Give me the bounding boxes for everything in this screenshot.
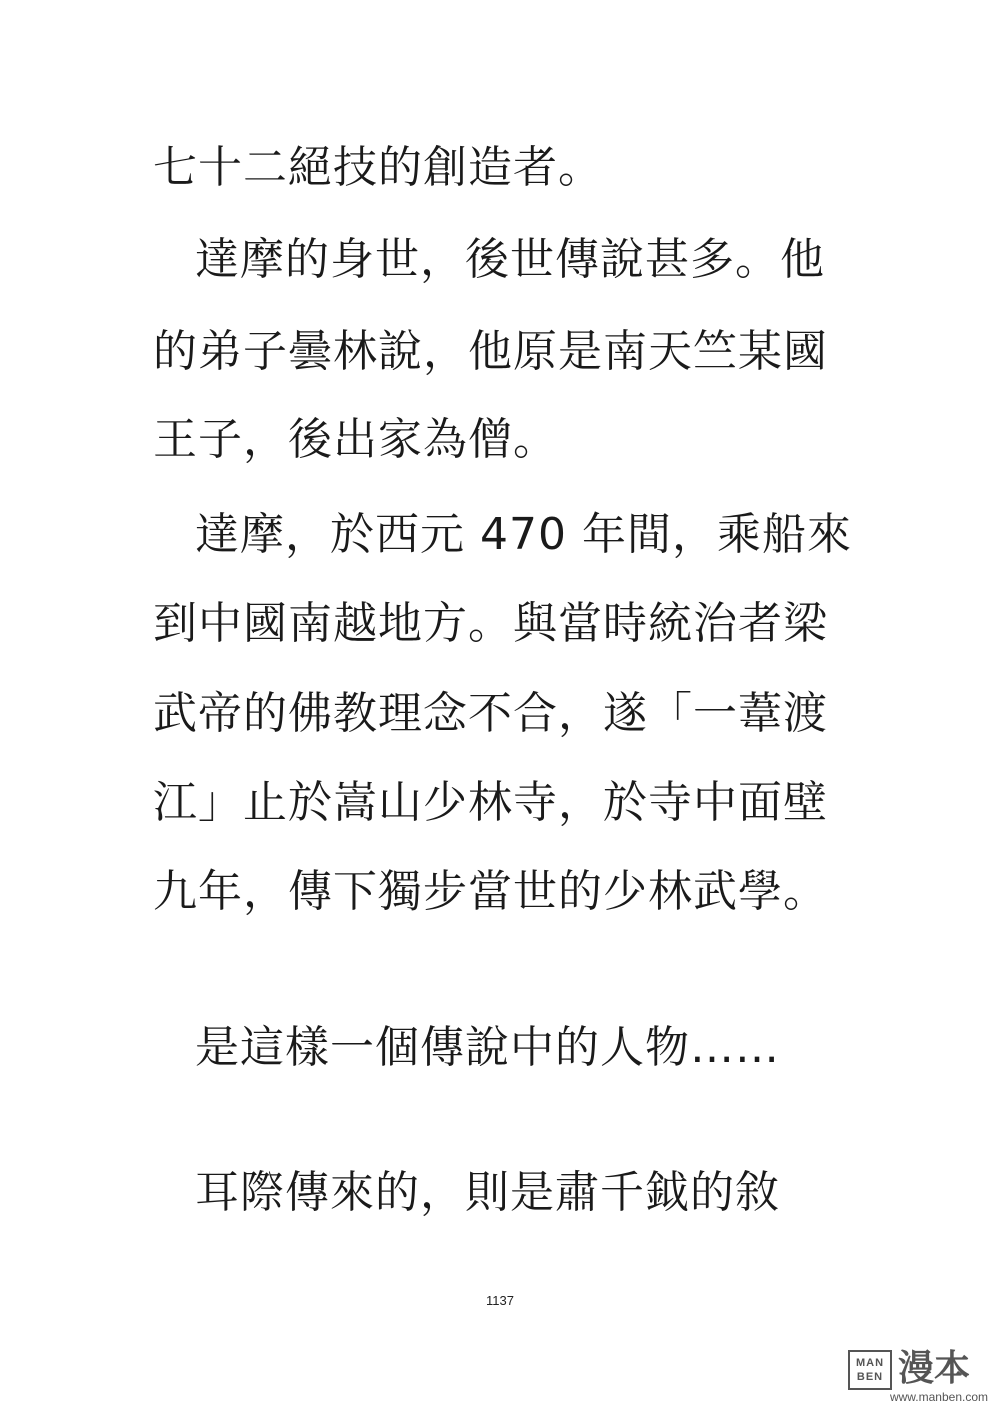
- watermark-title: 漫本: [898, 1348, 971, 1389]
- text-line: 到中國南越地方。與當時統治者梁: [153, 598, 828, 649]
- text-line: 王子，後出家為僧。: [153, 414, 558, 465]
- watermark-logo-bottom: BEN: [856, 1371, 884, 1383]
- watermark: [848, 1348, 988, 1404]
- text-line: 七十二絕技的創造者。: [153, 142, 603, 193]
- text-line: 達摩，於西元 470 年間，乘船來: [195, 509, 852, 560]
- text-line: 是這樣一個傳說中的人物……: [195, 1022, 780, 1073]
- page-number: 1137: [486, 1293, 514, 1308]
- text-line: 九年，傳下獨步當世的少林武學。: [153, 866, 828, 917]
- text-line: 江」止於嵩山少林寺，於寺中面壁: [153, 777, 828, 828]
- text-line: 達摩的身世，後世傳說甚多。他: [195, 234, 825, 285]
- text-line: 武帝的佛教理念不合，遂「一葦渡: [153, 688, 828, 739]
- watermark-url: www.manben.com: [889, 1390, 988, 1404]
- text-line: 的弟子曇林說，他原是南天竺某國: [153, 326, 828, 377]
- watermark-logo-top: MAN: [855, 1357, 885, 1369]
- text-line: 耳際傳來的，則是肅千鉞的敘: [195, 1167, 780, 1218]
- watermark-logo-icon: [848, 1350, 892, 1390]
